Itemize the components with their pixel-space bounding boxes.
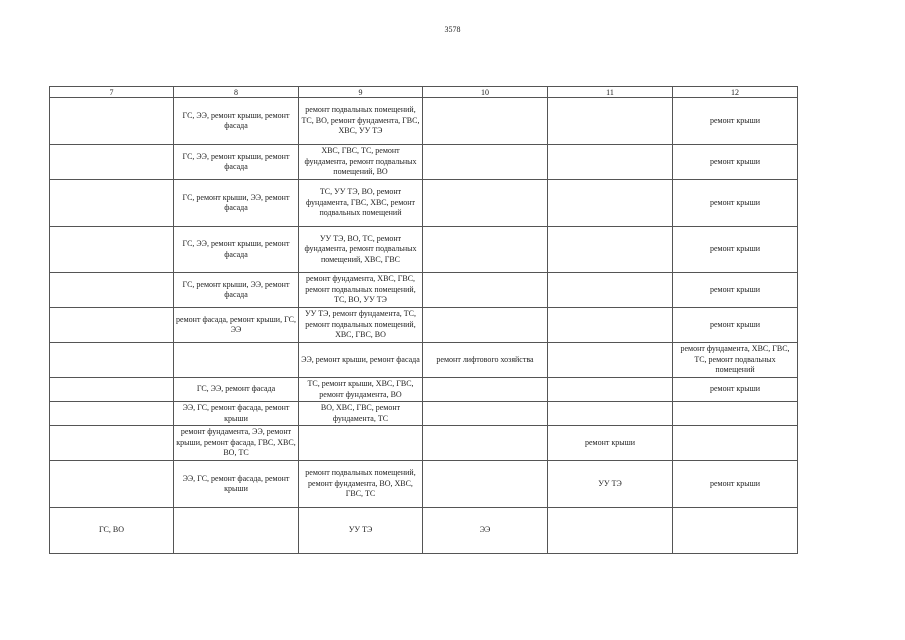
table-cell: ТС, ремонт крыши, ХВС, ГВС, ремонт фундамента, ВО	[299, 378, 423, 402]
column-header-10: 10	[423, 87, 548, 98]
table-cell: ремонт подвальных помещений, ремонт фундамента, ВО, ХВС, ГВС, ТС	[299, 461, 423, 508]
table-cell	[174, 508, 299, 554]
table-cell	[50, 98, 174, 145]
table-cell: УУ ТЭ	[299, 508, 423, 554]
table-cell: ремонт крыши	[673, 273, 798, 308]
table-cell: ремонт крыши	[548, 426, 673, 461]
table-row	[50, 308, 798, 343]
table-cell	[50, 273, 174, 308]
table-row	[50, 343, 798, 378]
page-number: 3578	[444, 25, 461, 34]
table-cell	[423, 98, 548, 145]
table-row	[50, 98, 798, 145]
table-cell	[423, 461, 548, 508]
table-cell	[50, 426, 174, 461]
table-cell: ремонт подвальных помещений, ТС, ВО, ремонт фундамента, ГВС, ХВС, УУ ТЭ	[299, 98, 423, 145]
table-cell: ремонт крыши	[673, 308, 798, 343]
table-cell: ЭЭ, ГС, ремонт фасада, ремонт крыши	[174, 461, 299, 508]
column-header-9: 9	[299, 87, 423, 98]
table-cell	[548, 308, 673, 343]
table-cell: ГС, ВО	[50, 508, 174, 554]
table-cell	[423, 145, 548, 180]
table-cell	[174, 343, 299, 378]
table-cell	[423, 402, 548, 426]
table-cell: ремонт крыши	[673, 180, 798, 227]
table-cell: ЭЭ, ГС, ремонт фасада, ремонт крыши	[174, 402, 299, 426]
table-cell: ГС, ЭЭ, ремонт крыши, ремонт фасада	[174, 145, 299, 180]
table-cell: ремонт лифтового хозяйства	[423, 343, 548, 378]
table-cell	[673, 508, 798, 554]
table-row	[50, 145, 798, 180]
table-cell	[50, 227, 174, 273]
table-cell: УУ ТЭ, ремонт фундамента, ТС, ремонт подвальных помещений, ХВС, ГВС, ВО	[299, 308, 423, 343]
table-cell	[423, 308, 548, 343]
table-cell	[673, 402, 798, 426]
table-cell	[548, 343, 673, 378]
table-cell: ремонт фундамента, ХВС, ГВС, ремонт подвальных помещений, ТС, ВО, УУ ТЭ	[299, 273, 423, 308]
table-cell	[423, 180, 548, 227]
table-cell: ЭЭ	[423, 508, 548, 554]
table-cell	[50, 180, 174, 227]
table-cell: ремонт крыши	[673, 461, 798, 508]
table-cell	[50, 378, 174, 402]
table-cell: ТС, УУ ТЭ, ВО, ремонт фундамента, ГВС, ХВС, ремонт подвальных помещений	[299, 180, 423, 227]
works-table	[49, 86, 798, 554]
table-cell	[548, 402, 673, 426]
table-row	[50, 273, 798, 308]
table-cell: ГС, ЭЭ, ремонт крыши, ремонт фасада	[174, 227, 299, 273]
table-cell: ремонт крыши	[673, 145, 798, 180]
table-row	[50, 227, 798, 273]
table-cell	[50, 308, 174, 343]
table-row	[50, 426, 798, 461]
column-header-12: 12	[673, 87, 798, 98]
table-cell	[548, 145, 673, 180]
table-cell	[548, 227, 673, 273]
table-cell	[50, 402, 174, 426]
table-cell: УУ ТЭ, ВО, ТС, ремонт фундамента, ремонт подвальных помещений, ХВС, ГВС	[299, 227, 423, 273]
column-header-8: 8	[174, 87, 299, 98]
table-cell: ремонт фундамента, ХВС, ГВС, ТС, ремонт подвальных помещений	[673, 343, 798, 378]
table-cell	[423, 426, 548, 461]
table-cell: ХВС, ГВС, ТС, ремонт фундамента, ремонт подвальных помещений, ВО	[299, 145, 423, 180]
column-header-11: 11	[548, 87, 673, 98]
table-cell	[423, 378, 548, 402]
table-cell: ремонт фасада, ремонт крыши, ГС, ЭЭ	[174, 308, 299, 343]
table-cell: ремонт крыши	[673, 378, 798, 402]
table-row	[50, 378, 798, 402]
table-row	[50, 180, 798, 227]
table-cell	[50, 343, 174, 378]
table-cell	[548, 378, 673, 402]
table-cell: ремонт крыши	[673, 227, 798, 273]
header-row	[50, 87, 798, 98]
table-row	[50, 402, 798, 426]
table-cell	[299, 426, 423, 461]
table-cell: ЭЭ, ремонт крыши, ремонт фасада	[299, 343, 423, 378]
table-cell: ГС, ремонт крыши, ЭЭ, ремонт фасада	[174, 273, 299, 308]
table-row	[50, 508, 798, 554]
table-cell	[673, 426, 798, 461]
table-cell	[50, 145, 174, 180]
table-cell	[548, 98, 673, 145]
table-row	[50, 461, 798, 508]
table-cell: ГС, ремонт крыши, ЭЭ, ремонт фасада	[174, 180, 299, 227]
table-cell	[548, 508, 673, 554]
table-cell: ремонт крыши	[673, 98, 798, 145]
table-cell	[548, 273, 673, 308]
table-cell: ремонт фундамента, ЭЭ, ремонт крыши, ремонт фасада, ГВС, ХВС, ВО, ТС	[174, 426, 299, 461]
table-cell: ВО, ХВС, ГВС, ремонт фундамента, ТС	[299, 402, 423, 426]
table-cell	[423, 227, 548, 273]
table-cell: УУ ТЭ	[548, 461, 673, 508]
table-cell	[50, 461, 174, 508]
table-cell	[423, 273, 548, 308]
table-cell: ГС, ЭЭ, ремонт крыши, ремонт фасада	[174, 98, 299, 145]
column-header-7: 7	[50, 87, 174, 98]
table-cell	[548, 180, 673, 227]
table-cell: ГС, ЭЭ, ремонт фасада	[174, 378, 299, 402]
